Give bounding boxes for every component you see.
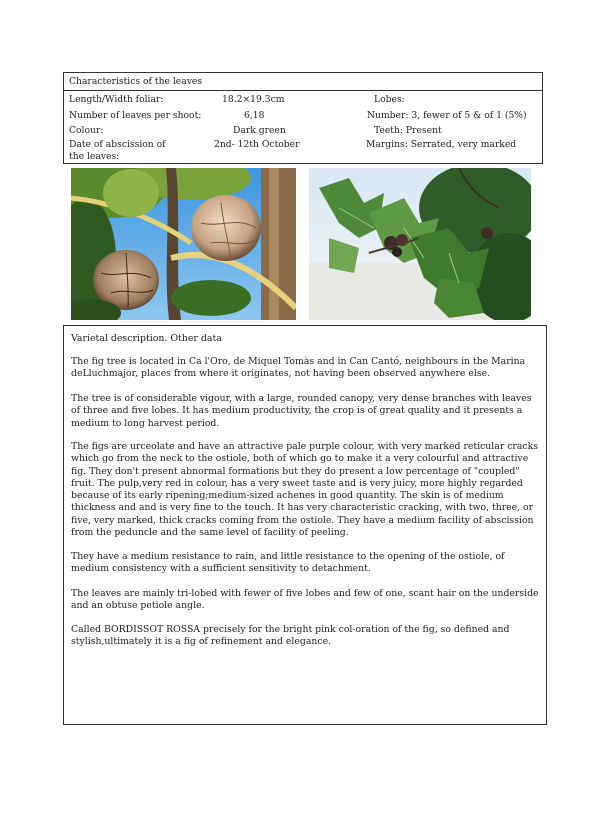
leaves-per-shoot-value: 6,18 [244, 110, 265, 121]
length-width-label: Length/Width foliar: [69, 94, 164, 105]
length-width-value: 18.2×19.3cm [222, 94, 285, 105]
colour-label: Colour: [69, 125, 104, 136]
fig-fruit-photo [71, 168, 296, 320]
varietal-description-box [63, 325, 547, 725]
margins-value: Margins: Serrated, very marked [366, 139, 517, 150]
teeth-value: Teeth: Present [374, 125, 442, 136]
leaves-per-shoot-label: Number of leaves per shoot: [69, 110, 202, 121]
leaves-table-title: Characteristics of the leaves [69, 76, 203, 87]
description-paragraph: The figs are urceolate and have an attractive pale purple colour, with very marked reticular cracks which go from the neck to the ostiole, both of which go to make it a very colourful and attractive fig. They don't present abnormal formations but they do present a low percentage of "coupled" fruit. The pulp,very red in colour, has a very sweet taste and is very juicy, more highly regarded because of its early ripening;medium-sized achenes in good quantity. The skin is of medium thickness and and is very fine to the touch. It has very characteristic cracking, with two, three, or five, very marked, thick cracks coming from the ostiole. They have a medium facility of abscission from the peduncle and the same level of facility of peeling. [71, 441, 539, 539]
abscission-value: 2nd- 12th October [214, 139, 300, 150]
description-paragraph: The leaves are mainly tri-lobed with fewer of five lobes and few of one, scant hair on the underside and an obtuse petiole angle. [71, 588, 539, 612]
leaves-characteristics-table [63, 72, 543, 164]
lobes-label: Lobes: [374, 94, 405, 105]
abscission-label: Date of abscission of [69, 139, 166, 150]
divider [64, 90, 542, 91]
lobes-number: Number: 3, fewer of 5 & of 1 (5%) [367, 110, 527, 121]
description-paragraph: Called BORDISSOT ROSSA precisely for the bright pink col-oration of the fig, so defined and stylish,ultimately it is a fig of refinement and elegance. [71, 624, 510, 648]
colour-value: Dark green [233, 125, 286, 136]
abscission-label-cont: the leaves: [69, 151, 120, 162]
fig-leaves-photo [309, 168, 531, 320]
description-paragraph: They have a medium resistance to rain, and little resistance to the opening of the ostiole, of medium consistency with a sufficient sensitivity to detachment. [71, 551, 505, 575]
description-title: Varietal description. Other data [71, 333, 222, 344]
description-paragraph: The tree is of considerable vigour, with a large, rounded canopy, very dense branches with leaves of three and five lobes. It has medium productivity, the crop is of great quality and it presents a medium to long harvest period. [71, 393, 532, 429]
description-paragraph: The fig tree is located in Ca l'Oro, de Miquel Tomàs and in Can Cantó, neighbours in the Marina deLluchmajor, places from where it originates, not having been observed anywhere else. [71, 356, 526, 380]
